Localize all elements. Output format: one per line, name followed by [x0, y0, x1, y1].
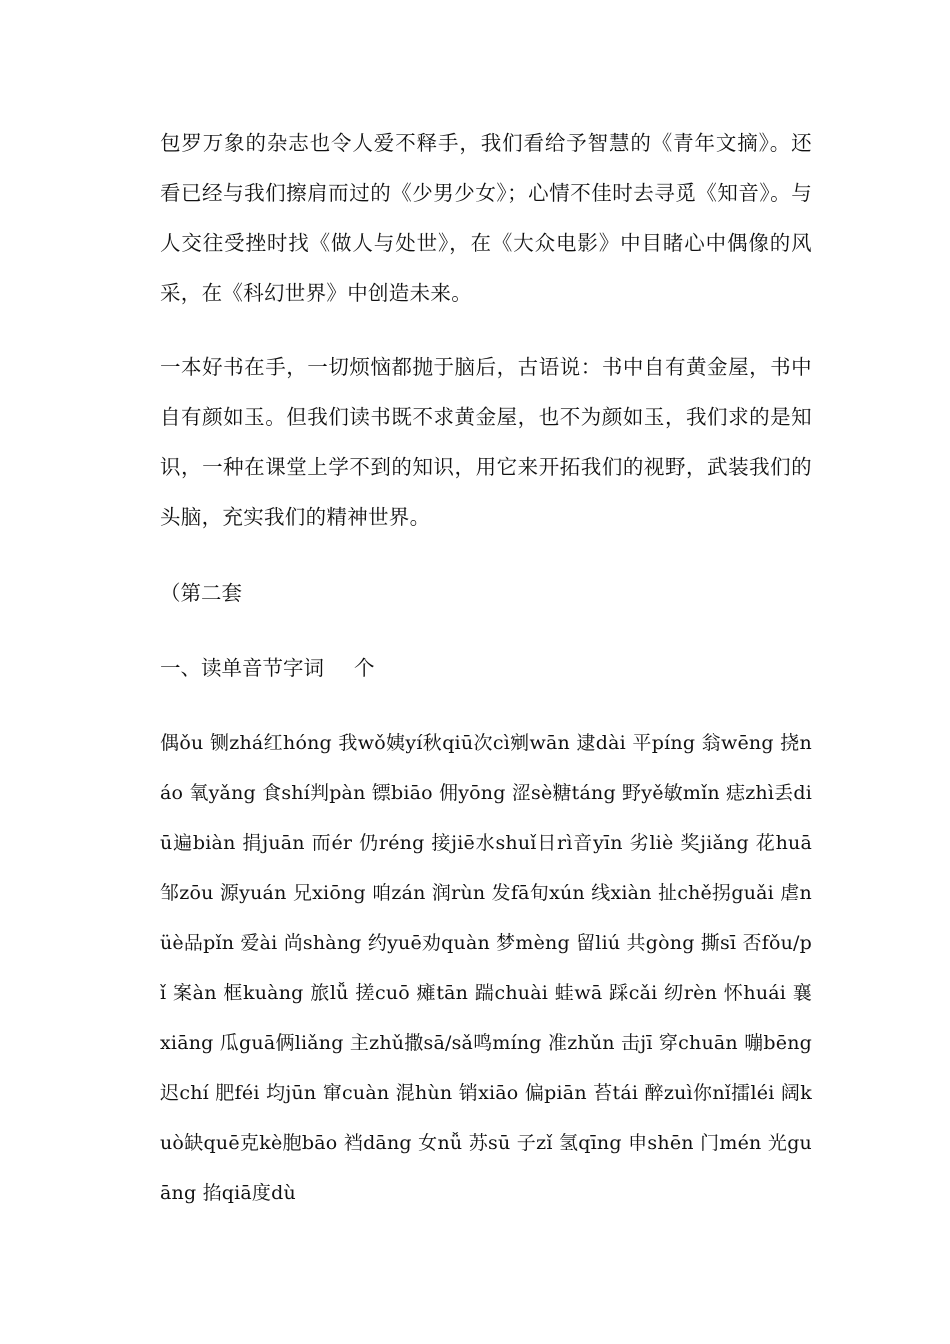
paragraph-magazines: 包罗万象的杂志也令人爱不释手，我们看给予智慧的《青年文摘》。还看已经与我们擦肩而过的《少男少女》；心情不佳时去寻觅《知音》。与人交往受挫时找《做人与处世》，在《大众电影》中目睹心中偶像的风采，在《科幻世界》中创造未来。: [160, 131, 812, 305]
section-heading: [160, 643, 812, 693]
document-page: [160, 118, 812, 1218]
set-heading: （第二套: [160, 581, 242, 605]
paragraph-good-book: 一本好书在手，一切烦恼都抛于脑后，古语说：书中自有黄金屋，书中自有颜如玉。但我们读书既不求黄金屋，也不为颜如玉，我们求的是知识，一种在课堂上学不到的知识，用它来开拓我们的视野，武装我们的头脑，充实我们的精神世界。: [160, 355, 812, 529]
section-unit: 个: [354, 656, 375, 680]
section-title: 一、读单音节字词: [160, 656, 324, 680]
vocab-list: 偶ǒu 铡zhá红hóng 我wǒ姨yí秋qiū次cì剜wān 逮dài 平píng 翁wēng 挠náo 氧yǎng 食shí判pàn 镖biāo 佣yōng 涩sè糖táng 野yě敏mǐn 痣zhì丢diū遍biàn 捐juān 而ér 仍réng 接jiē水shuǐ日rì音yīn 劣liè 奖jiǎng 花huā邹zōu 源yuán 兄xiōng 咱zán 润rùn 发fā旬xún 线xiàn 扯chě拐guǎi 虐nüè品pǐn 爱ài 尚shàng 约yuē劝quàn 梦mèng 留liú 共gòng 撕sī 否fǒu/pǐ 案àn 框kuàng 旅lǚ 搓cuō 瘫tān 踹chuài 蛙wā 踩cǎi 纫rèn 怀huái 襄xiāng 瓜guā俩liǎng 主zhǔ撒sā/sǎ鸣míng 准zhǔn 击jī 穿chuān 嘣bēng 迟chí 肥féi 均jūn 窜cuàn 混hùn 销xiāo 偏piān 苔tái 醉zuì你nǐ擂léi 阔kuò缺quē克kè胞bāo 裆dāng 女nǚ 苏sū 子zǐ 氢qīng 申shēn 门mén 光guāng 掐qiā度dù: [160, 732, 812, 1204]
